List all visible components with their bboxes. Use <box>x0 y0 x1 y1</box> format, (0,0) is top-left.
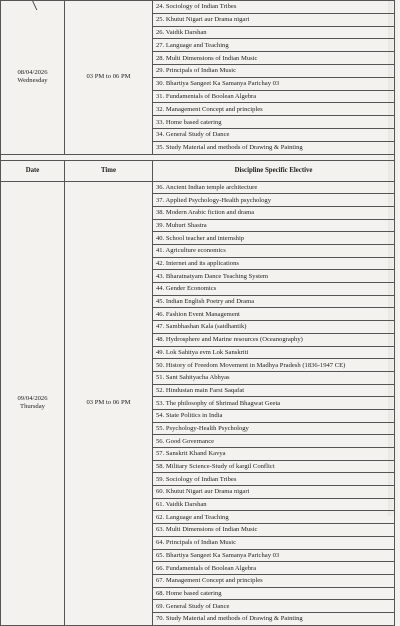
subject-cell: 59. Sociology of Indian Tribes <box>153 473 395 486</box>
subject-cell: 32. Management Concept and principles <box>153 103 395 116</box>
subject-cell: 41. Agriculture economics <box>153 245 395 258</box>
subject-cell: 62. Language and Teaching <box>153 511 395 524</box>
header-subject: Discipline Specific Elective <box>153 160 395 181</box>
subject-cell: 47. Sambhashan Kala (saidhantik) <box>153 321 395 334</box>
subject-cell: 53. The philosophy of Shrimad Bhagwat Geeta <box>153 397 395 410</box>
table-header-row <box>1 160 395 181</box>
subject-cell: 58. Military Science-Study of kargil Conflict <box>153 460 395 473</box>
subject-cell: 51. Sant Sahityacha Abhyas <box>153 371 395 384</box>
subject-cell: 28. Multi Dimensions of Indian Music <box>153 52 395 65</box>
exam-date: 09/04/2026 <box>17 394 48 402</box>
subject-cell: 50. History of Freedom Movement in Madhya Pradesh (1836-1947 CE) <box>153 359 395 372</box>
subject-cell: 31. Fundamentals of Boolean Algebra <box>153 90 395 103</box>
subject-cell: 67. Management Concept and principles <box>153 574 395 587</box>
time-cell-section2: 03 PM to 06 PM <box>65 181 153 625</box>
subject-cell: 60. Khutut Nigari aur Drama nigari <box>153 486 395 499</box>
header-date: Date <box>1 160 65 181</box>
subject-cell: 30. Bhartiya Sangeet Ka Samanya Parichay 03 <box>153 77 395 90</box>
subject-cell: 64. Principals of Indian Music <box>153 536 395 549</box>
subject-cell: 55. Psychology-Health Psychology <box>153 422 395 435</box>
subject-cell: 36. Ancient Indian temple architecture <box>153 181 395 194</box>
subject-cell: 26. Vaidik Darshan <box>153 26 395 39</box>
subject-cell: 69. General Study of Dance <box>153 600 395 613</box>
subject-cell: 25. Khutut Nigari aur Drama nigari <box>153 13 395 26</box>
subject-cell: 44. Gender Economics <box>153 283 395 296</box>
exam-day: Wednesday <box>17 77 48 85</box>
subject-cell: 24. Sociology of Indian Tribes <box>153 1 395 14</box>
subject-cell: 54. State Politics in India <box>153 409 395 422</box>
subject-cell: 27. Language and Teaching <box>153 39 395 52</box>
subject-cell: 56. Good Governance <box>153 435 395 448</box>
date-cell-section1 <box>1 1 65 155</box>
subject-cell: 46. Fashion Event Management <box>153 308 395 321</box>
subject-cell: 43. Bharatnatyam Dance Teaching System <box>153 270 395 283</box>
table-row <box>1 1 395 14</box>
exam-date: 08/04/2026 <box>17 69 48 77</box>
header-time: Time <box>65 160 153 181</box>
subject-cell: 45. Indian English Poetry and Drama <box>153 295 395 308</box>
subject-cell: 40. School teacher and internship <box>153 232 395 245</box>
subject-cell: 37. Applied Psychology-Health psychology <box>153 194 395 207</box>
subject-cell: 68. Home based catering <box>153 587 395 600</box>
exam-day: Thursday <box>20 403 45 411</box>
subject-cell: 63. Multi Dimensions of Indian Music <box>153 524 395 537</box>
subject-cell: 65. Bhartiya Sangeet Ka Samanya Parichay 03 <box>153 549 395 562</box>
subject-cell: 70. Study Material and methods of Drawing & Painting <box>153 612 395 625</box>
subject-cell: 49. Lok Sahitya evm Lok Sanskriti <box>153 346 395 359</box>
subject-cell: 48. Hydrosphere and Marine resources (Oceanography) <box>153 333 395 346</box>
subject-cell: 66. Fundamentals of Boolean Algebra <box>153 562 395 575</box>
subject-cell: 38. Modern Arabic fiction and drama <box>153 206 395 219</box>
subject-cell: 33. Home based catering <box>153 116 395 129</box>
table-row <box>1 181 395 194</box>
subject-cell: 39. Muhurt Shastra <box>153 219 395 232</box>
subject-cell: 52. Hindustan main Farsi Saqafat <box>153 384 395 397</box>
time-cell-section1: 03 PM to 06 PM <box>65 1 153 155</box>
subject-cell: 61. Vaidik Darshan <box>153 498 395 511</box>
subject-cell: 35. Study Material and methods of Drawing & Painting <box>153 141 395 154</box>
subject-cell: 34. General Study of Dance <box>153 128 395 141</box>
date-cell-section2 <box>1 181 65 625</box>
subject-cell: 42. Internet and its applications <box>153 257 395 270</box>
subject-cell: 57. Sanskrit Khand Kavya <box>153 448 395 461</box>
subject-cell: 29. Principals of Indian Music <box>153 64 395 77</box>
